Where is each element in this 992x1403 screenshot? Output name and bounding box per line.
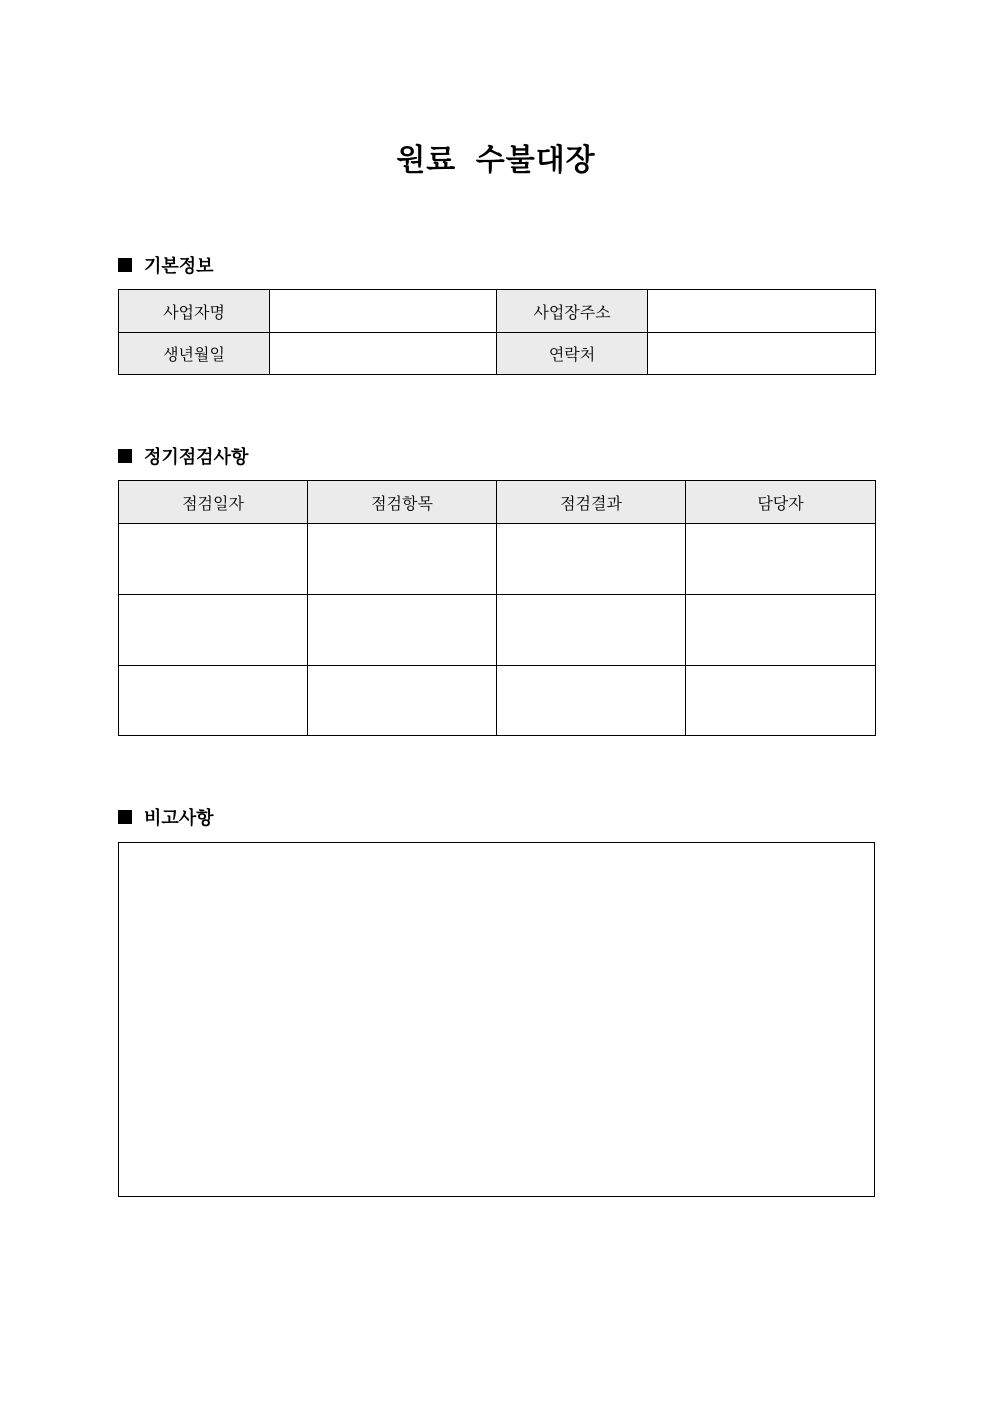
table-cell[interactable] (119, 524, 308, 595)
table-row (119, 524, 876, 595)
column-header-person-in-charge: 담당자 (686, 481, 876, 524)
table-cell[interactable] (686, 524, 876, 595)
column-header-inspection-item: 점검항목 (308, 481, 497, 524)
section-heading-notes (118, 805, 214, 829)
section-heading-label: 정기점검사항 (144, 447, 249, 468)
page-title: 원료 수불대장 (396, 143, 596, 178)
label-contact: 연락처 (497, 333, 648, 375)
table-cell[interactable] (308, 524, 497, 595)
section-heading-basic-info (118, 253, 214, 277)
table-cell[interactable] (119, 595, 308, 666)
table-cell[interactable] (497, 666, 686, 736)
table-cell[interactable] (308, 595, 497, 666)
table-row (119, 333, 876, 375)
table-cell[interactable] (119, 666, 308, 736)
table-header-row (119, 481, 876, 524)
section-heading-label: 기본정보 (144, 256, 214, 277)
business-address-field[interactable] (648, 290, 876, 333)
notes-field[interactable] (118, 842, 875, 1197)
column-header-inspection-result: 점검결과 (497, 481, 686, 524)
table-row (119, 290, 876, 333)
table-cell[interactable] (308, 666, 497, 736)
inspection-table (118, 480, 876, 736)
square-bullet-icon (118, 258, 132, 272)
contact-field[interactable] (648, 333, 876, 375)
business-name-field[interactable] (270, 290, 497, 333)
table-cell[interactable] (686, 666, 876, 736)
table-row (119, 595, 876, 666)
birth-date-field[interactable] (270, 333, 497, 375)
table-row (119, 666, 876, 736)
table-cell[interactable] (497, 595, 686, 666)
table-cell[interactable] (686, 595, 876, 666)
square-bullet-icon (118, 449, 132, 463)
label-business-address: 사업장주소 (497, 290, 648, 333)
label-business-name: 사업자명 (119, 290, 270, 333)
square-bullet-icon (118, 810, 132, 824)
table-cell[interactable] (497, 524, 686, 595)
label-birth-date: 생년월일 (119, 333, 270, 375)
column-header-inspection-date: 점검일자 (119, 481, 308, 524)
basic-info-table (118, 289, 876, 375)
section-heading-inspection (118, 444, 248, 468)
section-heading-label: 비고사항 (144, 808, 214, 829)
